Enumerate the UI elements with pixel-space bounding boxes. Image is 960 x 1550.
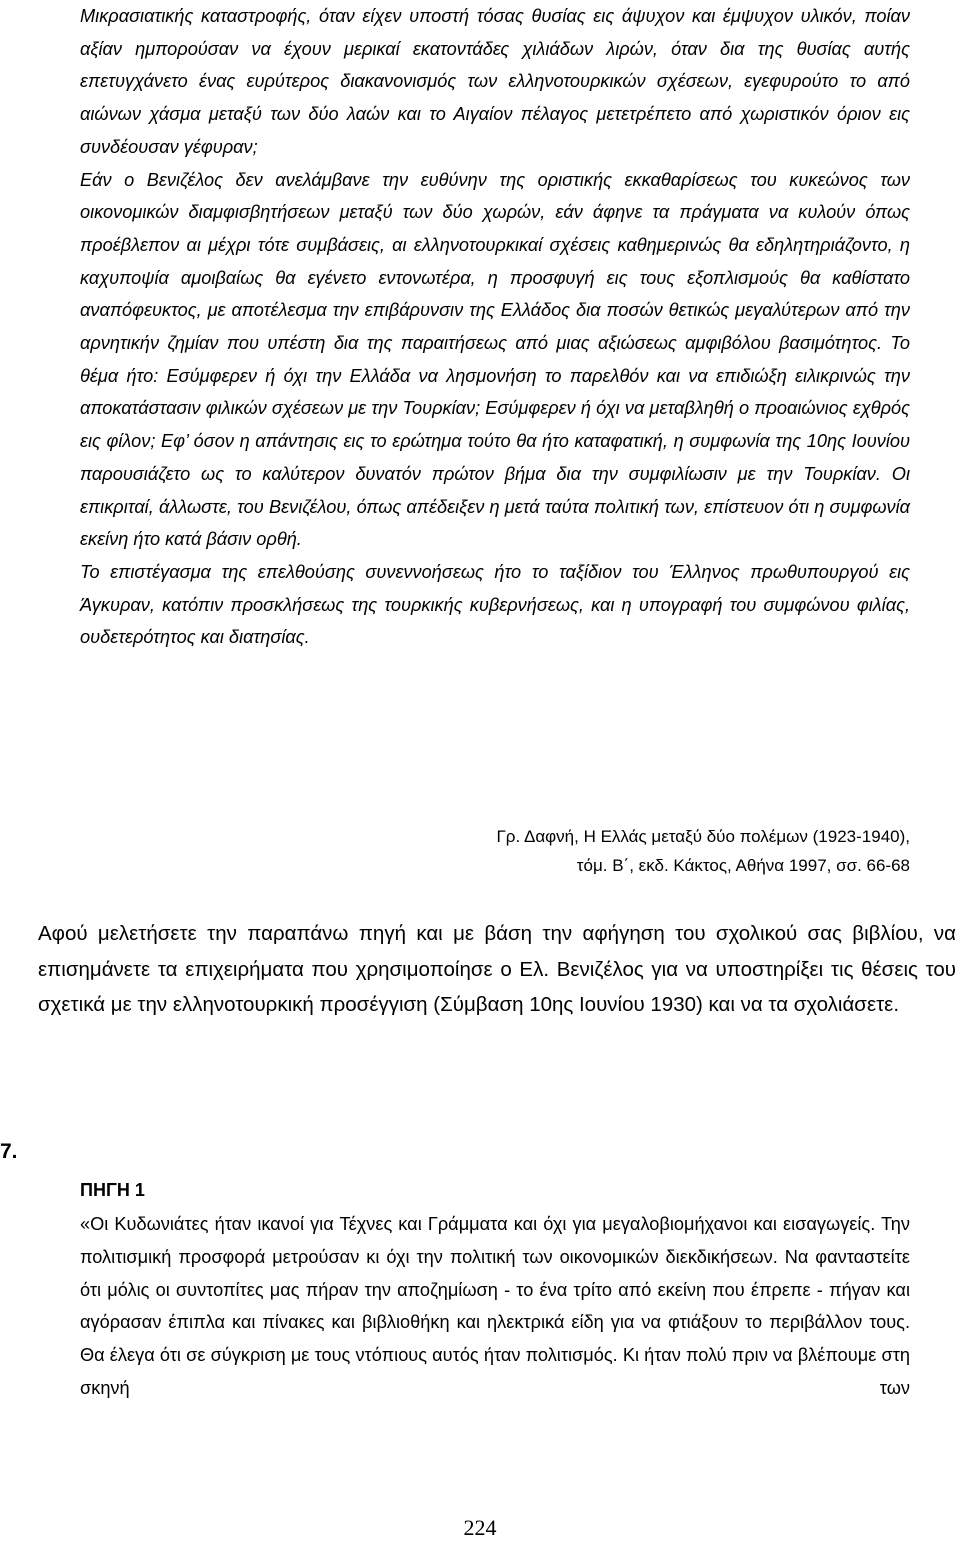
quote-paragraph: Εάν ο Βενιζέλος δεν ανελάμβανε την ευθύνην της οριστικής εκκαθαρίσεως του κυκεώνος των οικονομικών διαμφισβητήσεων μεταξύ των δύο χωρών, εάν άφηνε τα πράγματα να κυλούν όπως προέβλεπον αι μέχρι τότε συμβάσεις, αι ελληνοτουρκικαί σχέσεις καθημερινώς θα εδηλητηριάζοντο, η καχυποψία αμοιβαίως θα εγένετο εντονωτέρα, η προσφυγή εις τους εξοπλισμούς θα καθίστατο αναπόφευκτος, με αποτέλεσμα την επιβάρυνσιν της Ελλάδος δια ποσών θετικώς μεγαλύτερων από την αρνητικήν ζημίαν που υπέστη δια της παραιτήσεως από μιας αξιώσεως αμφιβόλου βασιμότητος. Το θέμα ήτο: Εσύμφερεν ή όχι την Ελλάδα να λησμονήση το παρελθόν και να επιδιώξη ειλικρινώς την αποκατάστασιν φιλικών σχέσεων με την Τουρκίαν; Εσύμφερεν ή όχι να μεταβληθή ο προαιώνιος εχθρός εις φίλον; Εφ’ όσον η απάντησις εις το ερώτημα τούτο θα ήτο καταφατική, η συμφωνία της 10ης Ιουνίου παρουσιάζετο ως το καλύτερον δυνατόν πρώτον βήμα δια την συμφιλίωσιν με την Τουρκίαν. Οι επικριταί, άλλωστε, του Βενιζέλου, όπως απέδειξεν η μετά ταύτα πολιτική των, επίστευον ότι η συμφωνία εκείνη ήτο κατά βάσιν ορθή. [80, 169, 910, 550]
source-quote [80, 0, 910, 654]
task-prompt: Αφού μελετήσετε την παραπάνω πηγή και με βάση την αφήγηση του σχολικού σας βιβλίου, να επισημάνετε τα επιχειρήματα που χρησιμοποίησε ο Ελ. Βενιζέλος για να υποστηρίξει τις θέσεις του σχετικά με την ελληνοτουρκική προσέγγιση (Σύμβαση 10ης Ιουνίου 1930) και να τα σχολιάσετε. [38, 922, 956, 1016]
quote-paragraph: Το επιστέγασμα της επελθούσης συνεννοήσεως ήτο το ταξίδιον του Έλληνος πρωθυπουργού εις Άγκυραν, κατόπιν προσκλήσεως της τουρκικής κυβερνήσεως, και η υπογραφή του συμφώνου φιλίας, ουδετερότητος και διατησίας. [80, 561, 910, 648]
citation-line: Γρ. Δαφνή, Η Ελλάς μεταξύ δύο πολέμων (1923-1940), [496, 827, 910, 846]
source-heading: ΠΗΓΗ 1 [80, 1180, 145, 1200]
quote-paragraph: Μικρασιατικής καταστροφής, όταν είχεν υποστή τόσας θυσίας εις άψυχον και έμψυχον υλικόν, ποίαν αξίαν ημπορούσαν να έχουν μερικαί εκατοντάδες χιλιάδων λιρών, όταν δια της θυσίας αυτής επετυγχάνετο ένας ευρύτερος διακανονισμός των ελληνοτουρκικών σχέσεων, εγεφυρούτο το από αιώνων χάσμα μεταξύ των δύο λαών και το Αιγαίον πέλαγος μετετρέπετο από χωριστικόν όριον εις συνδέουσαν γέφυραν; [80, 6, 910, 157]
question-number: 7. [0, 1140, 18, 1163]
source-text: «Οι Κυδωνιάτες ήταν ικανοί για Τέχνες και Γράμματα και όχι για μεγαλοβιομήχανοι και εισαγωγείς. Την πολιτισμική προσφορά μετρούσαν κι όχι την πολιτική των οικονομικών διεκδικήσεων. Να φανταστείτε ότι μόλις οι συντοπίτες μας πήραν την αποζημίωση - το ένα τρίτο από εκείνη που έπρεπε - πήγαν και αγόρασαν έπιπλα και πίνακες και βιβλιοθήκη και ηλεκτρικά είδη για να φτιάξουν το περιβάλλον τους. Θα έλεγα ότι σε σύγκριση με τους ντόπιους αυτός ήταν πολιτισμός. Κι ήταν πολύ πριν να βλέπουμε στη σκηνή των [80, 1214, 910, 1398]
page-number: 224 [463, 1515, 497, 1540]
citation-line: τόμ. Β΄, εκδ. Κάκτος, Αθήνα 1997, σσ. 66-68 [576, 856, 910, 875]
source-citation [310, 822, 910, 880]
